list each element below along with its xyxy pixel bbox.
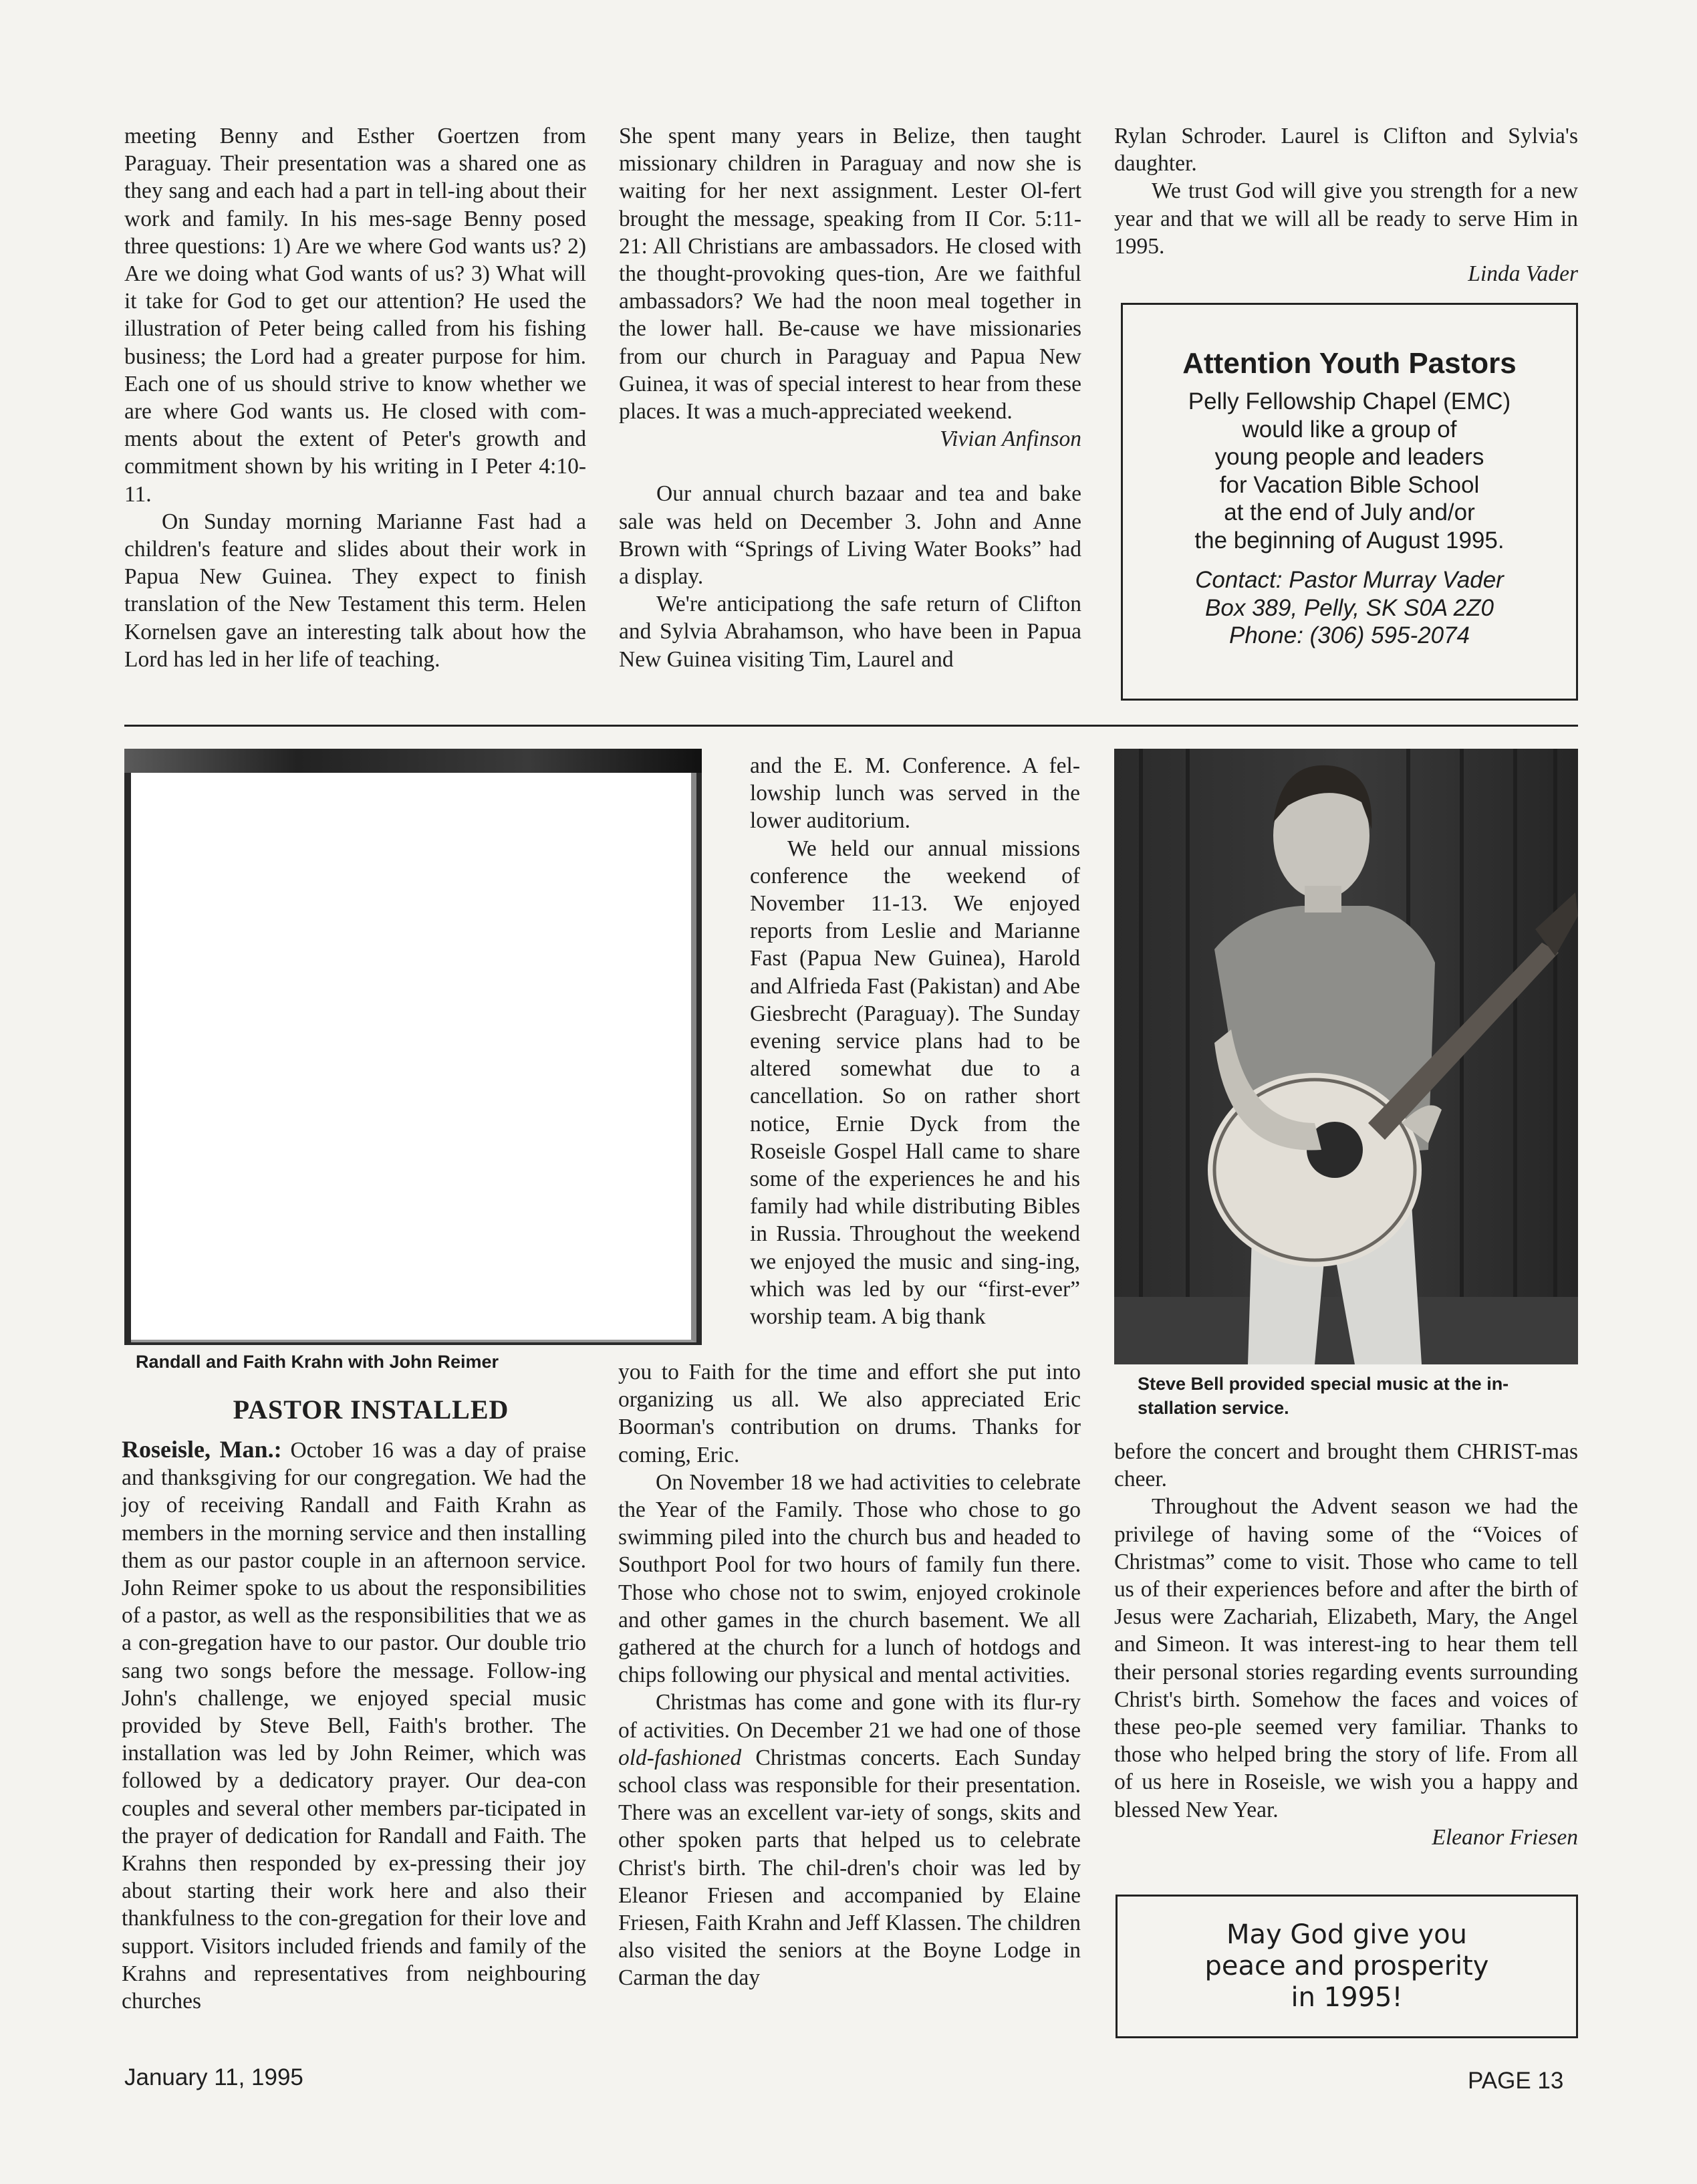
ad-body (1123, 388, 1576, 554)
footer-date: January 11, 1995 (124, 2064, 303, 2090)
dateline: Roseisle, Man.: (122, 1436, 282, 1463)
paragraph-text: Christmas has come and gone with its flur-ry of activities. On December 21 we had one of those (618, 1690, 1081, 1743)
ad-heading: Attention Youth Pastors (1182, 347, 1517, 380)
paragraph-text: Christmas concerts. Each Sunday school class was responsible for their presentation. There was an excellent var-iety of songs, skits and other spoken parts that helped us to celebrate Christ's birth. The chil-dren's choir was led by Eleanor Friesen and accompanied by Elaine Friesen, Faith Krahn and Jeff Klassen. The children also visited the seniors at the Boyne Lodge in Carman the day (618, 1745, 1081, 1991)
paragraph (122, 1436, 586, 2015)
ad-line: would like a group of (1242, 416, 1457, 443)
paragraph: you to Faith for the time and effort she put into organizing us all. We also appreciated Eric Boorman's contribution on drums. Thanks for coming, Eric. (618, 1360, 1081, 1467)
paragraph: Our annual church bazaar and tea and bake sale was held on December 3. John and Anne Brown with “Springs of Living Water Books” had a display. (619, 481, 1081, 590)
paragraph: before the concert and brought them CHRIST-mas cheer. (1114, 1439, 1578, 1492)
ad-contact-line: Contact: Pastor Murray Vader (1195, 567, 1504, 593)
greeting-box (1116, 1895, 1578, 2038)
photo-top-band (124, 749, 702, 773)
ad-contact-line: Box 389, Pelly, SK S0A 2Z0 (1205, 594, 1494, 621)
section-divider (124, 725, 1578, 727)
footer-page-number: PAGE 13 (1468, 2068, 1564, 2094)
paragraph: We're anticipationg the safe return of Clifton and Sylvia Abrahamson, who have been in Papua New Guinea visiting Tim, Laurel and (619, 592, 1081, 672)
article-column-3 (1114, 1438, 1578, 1851)
article-column-2-narrow (750, 752, 1080, 1330)
greeting-line: peace and prosperity (1204, 1951, 1489, 1981)
ad-line: at the end of July and/or (1224, 499, 1475, 525)
top-column-3 (1114, 122, 1578, 287)
paragraph: Throughout the Advent season we had the privilege of having some of the “Voices of Christmas” come to visit. Those who came to tell us of their experiences before and after the birth of Jesus were Zachariah, Elizabeth, Mary, the Angel and Simeon. It was interest-ing to hear them tell their personal stories regarding events surrounding Christ's birth. Somehow the faces and voices of these peo-ple seemed very familiar. Thanks to those who helped bring the story of life. From all of us here in Roseisle, we wish you a happy and blessed New Year. (1114, 1494, 1578, 1822)
article-column-2-wide (618, 1358, 1081, 1992)
figure-neck (1305, 886, 1341, 913)
paragraph: Rylan Schroder. Laurel is Clifton and Sylvia's daughter. (1114, 124, 1578, 176)
paragraph (618, 1689, 1081, 1991)
paragraph: She spent many years in Belize, then taught missionary children in Paraguay and now she is waiting for her next assignment. Lester Ol-fert brought the message, speaking from II Cor. 5:11-21: All Christians are ambassadors. He closed with the thought-provoking ques-tion, Are we faithful ambassadors? We had the noon meal together in the lower hall. Be-cause we have missionaries from our church in Paraguay and Papua New Guinea, it was of special interest to hear from these places. It was a much-appreciated weekend. (619, 124, 1081, 424)
ad-line: Pelly Fellowship Chapel (EMC) (1188, 388, 1511, 414)
signature: Vivian Anfinson (940, 427, 1081, 452)
emphasis: old-fashioned (618, 1745, 742, 1770)
paragraph: and the E. M. Conference. A fel-lowship lunch was served in the lower auditorium. (750, 753, 1080, 834)
paragraph: We held our annual missions conference the weekend of November 11-13. We enjoyed reports from Leslie and Marianne Fast (Papua New Guinea), Harold and Alfrieda Fast (Pakistan) and Abe Giesbrecht (Paraguay). The Sunday evening service plans had to be altered somewhat due to a cancellation. So on rather short notice, Ernie Dyck from the Roseisle Gospel Hall came to share some of the experiences he and his family had while distributing Bibles in Russia. Throughout the weekend we enjoyed the music and sing-ing, which was led by our “first-ever” worship team. A big thank (750, 836, 1081, 1330)
paragraph: On November 18 we had activities to celebrate the Year of the Family. Those who chose to go swimming piled into the church bus and headed to Southport Pool for two hours of family fun there. Those who chose not to swim, enjoyed crokinole and other games in the church basement. We all gathered at the church for a lunch of hotdogs and chips following our physical and mental activities. (618, 1469, 1081, 1688)
paragraph: meeting Benny and Esther Goertzen from Paraguay. Their presentation was a shared one as they sang and each had a part in tell-ing about their work and family. In his mes-sage Benny posed three questions: 1) Are we where God wants us? 2) Are we doing what God wants of us? 3) What will it take for God to get our attention? He used the illustration of Peter being called from his fishing business; the Lord had a greater purpose for him. Each one of us should strive to know whether we are where God wants us. He closed with com-ments about the extent of Peter's growth and commitment shown by his writing in I Peter 4:10-11. (124, 124, 586, 507)
ad-contact (1123, 566, 1576, 650)
paragraph: We trust God will give you strength for a new year and that we will all be ready to serve Him in 1995. (1114, 178, 1578, 259)
photo-blank-area (131, 773, 696, 1342)
photo-illustration (1114, 749, 1578, 1364)
ad-line: for Vacation Bible School (1219, 471, 1480, 498)
ad-line: young people and leaders (1214, 444, 1484, 470)
article-headline: PASTOR INSTALLED (233, 1394, 509, 1425)
greeting-line: May God give you (1226, 1919, 1467, 1950)
paragraph-text: October 16 was a day of praise and thanksgiving for our congregation. We had the joy of receiving Randall and Faith Krahn as members in the morning service and then installing them as our pastor couple in an afternoon service. John Reimer spoke to us about the responsibilities of a pastor, as well as the responsibilities that we as a con-gregation have to our pastor. Our double trio sang two songs before the message. Follow-ing John's challenge, we enjoyed special music provided by Steve Bell, Faith's brother. The installation was led by John Reimer, which was followed by a dedicatory prayer. Our dea-con couples and several other members par-ticipated in the prayer of dedication for Randall and Faith. The Krahns then responded by ex-pressing their joy about starting their work here and also their thankfulness to the con-gregation for their love and support. Visitors included friends and family of the Krahns and representatives from neighbouring churches (122, 1438, 587, 2014)
article-column-1 (122, 1436, 586, 2015)
signature: Eleanor Friesen (1432, 1824, 1578, 1850)
greeting-line: in 1995! (1291, 1982, 1403, 2013)
top-column-1 (124, 122, 586, 673)
paragraph: On Sunday morning Marianne Fast had a children's feature and slides about their work in Papua New Guinea. They expect to finish translation of the New Testament this term. Helen Kornelsen gave an interesting talk about how the Lord has led in her life of teaching. (124, 509, 586, 672)
top-column-2 (619, 122, 1081, 673)
photo-steve-bell (1114, 749, 1578, 1364)
signature: Linda Vader (1468, 261, 1578, 287)
ad-line: the beginning of August 1995. (1194, 527, 1505, 554)
youth-pastors-ad (1121, 303, 1578, 701)
photo-caption: Randall and Faith Krahn with John Reimer (136, 1352, 499, 1372)
photo-caption: Steve Bell provided special music at the in-stallation service. (1138, 1374, 1509, 1418)
photo-krahn-reimer (124, 749, 702, 1345)
ad-contact-line: Phone: (306) 595-2074 (1229, 622, 1470, 648)
